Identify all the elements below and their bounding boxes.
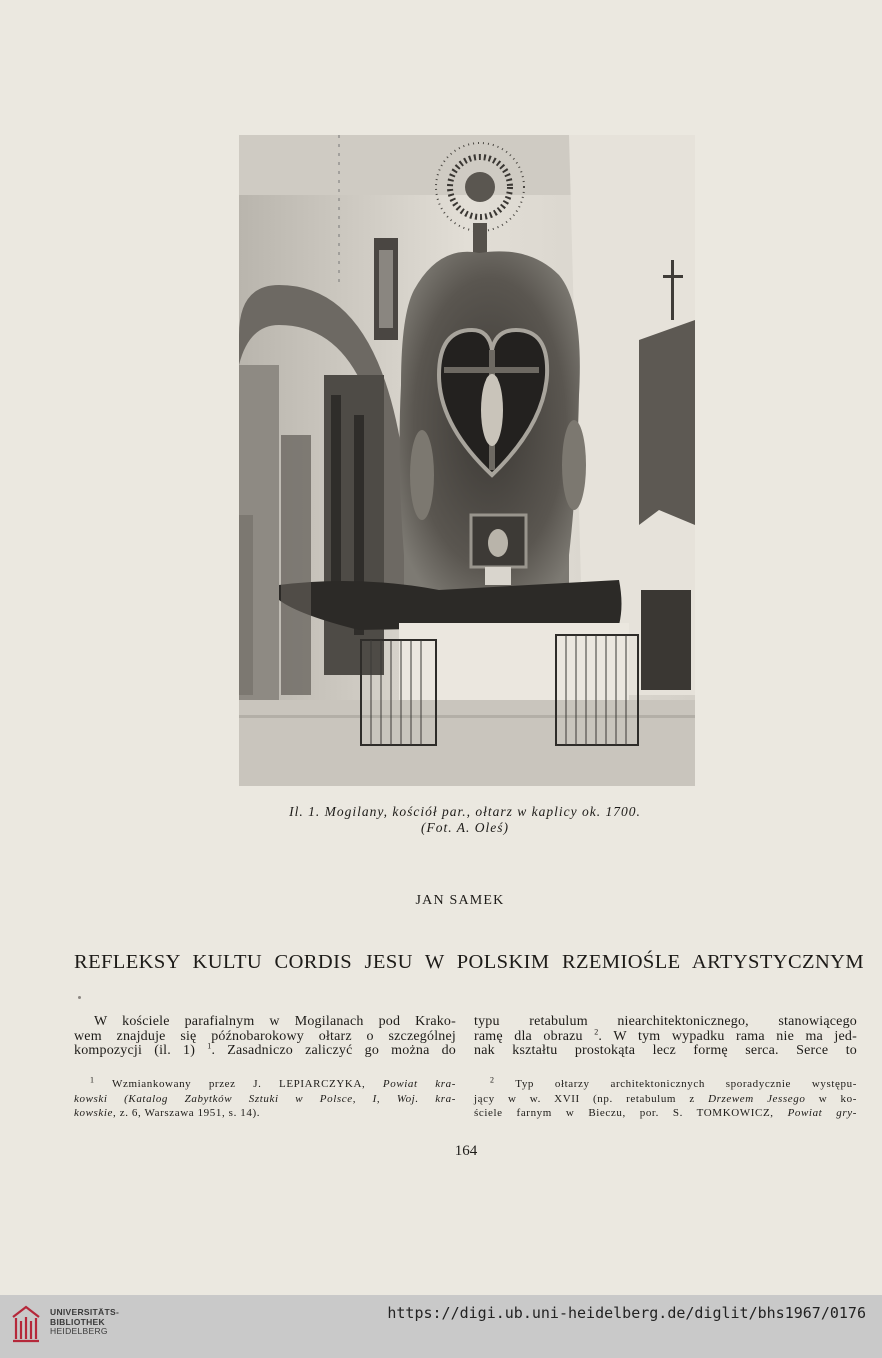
- footnote-text: kowskie: [74, 1107, 114, 1119]
- footnote-text: ściele farnym w Bieczu, por. S. TOMKOWICZ,: [474, 1107, 788, 1119]
- altar-illustration: [239, 135, 695, 786]
- university-library-logo-icon[interactable]: [10, 1303, 42, 1343]
- footnote-1: [74, 1077, 456, 1121]
- body-text: kompozycji (il. 1): [74, 1043, 196, 1058]
- body-line: nak kształtu prostokąta lecz formę serca. Serce to: [474, 1043, 857, 1058]
- library-footer-bar: [0, 1295, 882, 1358]
- footnote-text: Wzmiankowany przez J. LEPIARCZYKA,: [111, 1078, 383, 1090]
- page-number: 164: [454, 1143, 478, 1159]
- footnote-ref[interactable]: 2: [594, 1026, 599, 1036]
- footnote-text: Drzewem Jessego: [708, 1092, 806, 1105]
- logo-line: UNIVERSITÄTS-: [50, 1307, 120, 1317]
- footnote-text: w ko-: [805, 1092, 857, 1105]
- footnote-line: [474, 1077, 857, 1092]
- figure-caption: Il. 1. Mogilany, kościół par., ołtarz w kaplicy ok. 1700.: [289, 804, 641, 819]
- body-line: W kościele parafialnym w Mogilanach pod Krako-: [94, 1014, 456, 1029]
- digital-library-url[interactable]: https://digi.ub.uni-heidelberg.de/diglit/bhs1967/0176: [387, 1304, 866, 1322]
- body-text: . W tym wypadku rama nie ma jed-: [598, 1028, 857, 1044]
- body-text: ramę dla obrazu: [474, 1028, 583, 1044]
- footnote-text: Powiat gry-: [787, 1107, 857, 1119]
- footnote-text: jący w w. XVII (np. retabulum z: [474, 1092, 709, 1105]
- footnote-line: [474, 1092, 857, 1107]
- figure-photo-credit: (Fot. A. Oleś): [421, 820, 509, 835]
- footnote-ref[interactable]: 1: [207, 1041, 212, 1051]
- footnote-number: 2: [490, 1075, 495, 1085]
- altar-photograph: [239, 135, 695, 786]
- ink-speck: [78, 996, 81, 999]
- article-title: REFLEKSY KULTU CORDIS JESU W POLSKIM RZEMIOŚLE ARTYSTYCZNYM: [74, 951, 864, 973]
- footnote-text: Powiat kra-: [382, 1078, 456, 1090]
- footnote-2: [474, 1077, 857, 1121]
- body-right-column: [474, 1015, 857, 1059]
- body-left-column: [74, 1015, 456, 1059]
- footnote-number: 1: [90, 1075, 95, 1085]
- body-line: wem znajduje się późnobarokowy ołtarz o szczególnej: [74, 1028, 456, 1044]
- footnote-line: [74, 1106, 456, 1121]
- library-logo-text[interactable]: [50, 1308, 119, 1337]
- footnote-line: [474, 1106, 857, 1121]
- footnote-text: Typ ołtarzy architektonicznych sporadycznie występu-: [515, 1078, 857, 1090]
- footnote-line: [74, 1077, 456, 1092]
- logo-line: HEIDELBERG: [50, 1326, 108, 1336]
- logo-line: BIBLIOTHEK: [50, 1316, 105, 1327]
- body-line: typu retabulum niearchitektonicznego, stanowiącego: [474, 1014, 857, 1029]
- body-text: . Zasadniczo zaliczyć go można do: [211, 1043, 456, 1058]
- body-line: [474, 1026, 857, 1045]
- article-author: JAN SAMEK: [415, 893, 505, 908]
- footnote-line: kowski (Katalog Zabytków Sztuki w Polsce, I, Woj. kra-: [74, 1092, 456, 1105]
- body-line: [74, 1041, 456, 1059]
- footnote-text: , z. 6, Warszawa 1951, s. 14).: [113, 1107, 261, 1119]
